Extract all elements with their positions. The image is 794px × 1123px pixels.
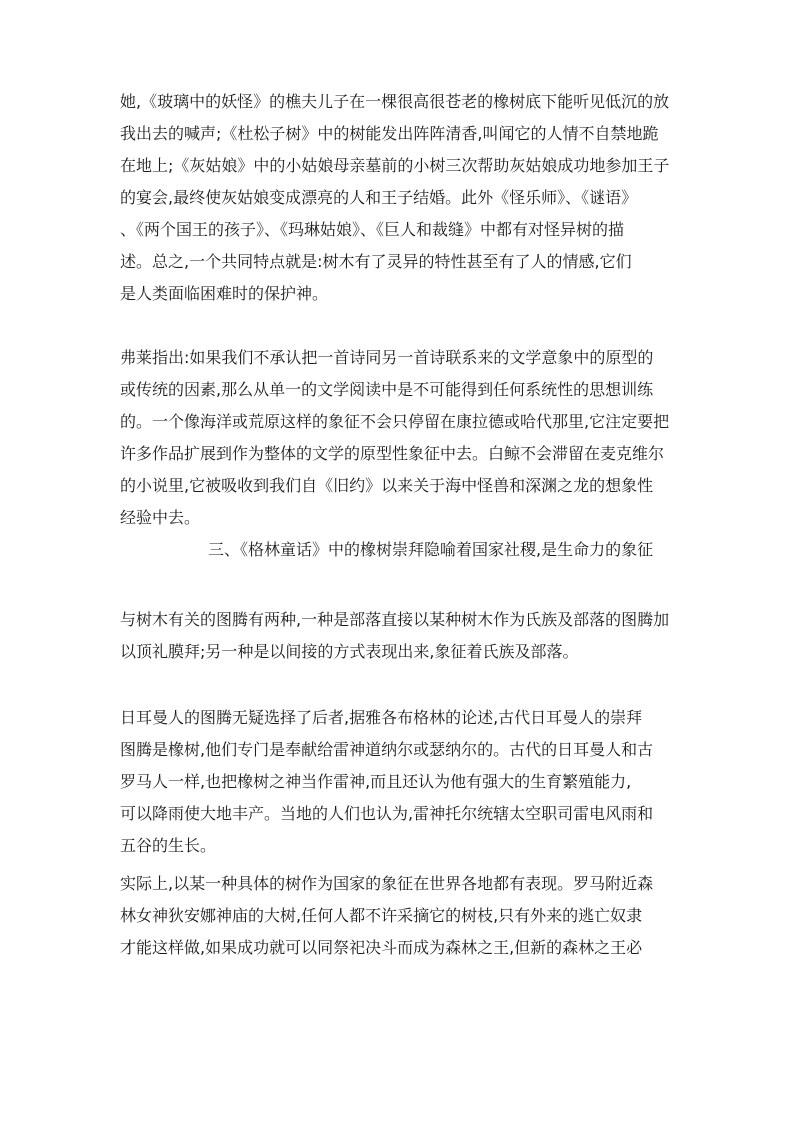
text-line: 是人类面临困难时的保护神。 [120,284,329,303]
text-line: 实际上,以某一种具体的树作为国家的象征在世界各地都有表现。罗马附近森 [120,874,654,893]
text-line: 述。总之,一个共同特点就是:树木有了灵异的特性甚至有了人的情感,它们 [120,252,632,271]
paragraph-tree-totems [120,604,680,668]
text-line: 我出去的喊声;《杜松子树》中的树能发出阵阵清香,叫闻它的人情不自禁地跪 [120,124,659,143]
text-line: 的。一个像海洋或荒原这样的象征不会只停留在康拉德或哈代那里,它注定要把 [120,412,670,431]
section-heading: 三、《格林童话》中的橡树崇拜隐喻着国家社稷,是生命力的象征 [208,540,654,559]
text-line: 日耳曼人的图腾无疑选择了后者,据雅各布格林的论述,古代日耳曼人的崇拜 [120,708,643,727]
paragraph-fairy-tale-trees [120,86,680,310]
text-line: 与树木有关的图腾有两种,一种是部落直接以某种树木作为氏族及部落的图腾加 [120,610,670,629]
text-line: 的宴会,最终使灰姑娘变成漂亮的人和王子结婚。此外《怪乐师》、《谜语》 [120,188,638,207]
text-line: 、《两个国王的孩子》、《玛琳姑娘》、《巨人和裁缝》中都有对怪异树的描 [120,220,625,239]
text-line: 或传统的因素,那么从单一的文学阅读中是不可能得到任何系统性的思想训练 [120,380,654,399]
paragraph-frye-archetype [120,342,680,566]
text-line: 罗马人一样,也把橡树之神当作雷神,而且还认为他有强大的生育繁殖能力, [120,772,632,791]
text-line: 五谷的生长。 [120,836,217,855]
text-line: 她,《玻璃中的妖怪》的樵夫儿子在一棵很高很苍老的橡树底下能听见低沉的放 [120,92,670,111]
paragraph-germanic-oak [120,702,680,862]
paragraph-national-tree-symbol [120,868,680,964]
text-line: 以顶礼膜拜;另一种是以间接的方式表现出来,象征着氏族及部落。 [120,642,579,661]
text-line: 弗莱指出:如果我们不承认把一首诗同另一首诗联系来的文学意象中的原型的 [120,348,654,367]
text-line: 经验中去。 [120,508,201,527]
text-line: 许多作品扩展到作为整体的文学的原型性象征中去。白鲸不会滞留在麦克维尔 [120,444,665,463]
text-line: 的小说里,它被吸收到我们自《旧约》以来关于海中怪兽和深渊之龙的想象性 [120,476,654,495]
text-line: 林女神狄安娜神庙的大树,任何人都不许采摘它的树枝,只有外来的逃亡奴隶 [120,906,643,925]
text-line: 可以降雨使大地丰产。当地的人们也认为,雷神托尔统辖太空职司雷电风雨和 [120,804,654,823]
text-line: 在地上;《灰姑娘》中的小姑娘母亲墓前的小树三次帮助灰姑娘成功地参加王子 [120,156,670,175]
text-line: 图腾是橡树,他们专门是奉献给雷神道纳尔或瑟纳尔的。古代的日耳曼人和古 [120,740,654,759]
text-line: 才能这样做,如果成功就可以同祭祀决斗而成为森林之王,但新的森林之王必 [120,938,643,957]
